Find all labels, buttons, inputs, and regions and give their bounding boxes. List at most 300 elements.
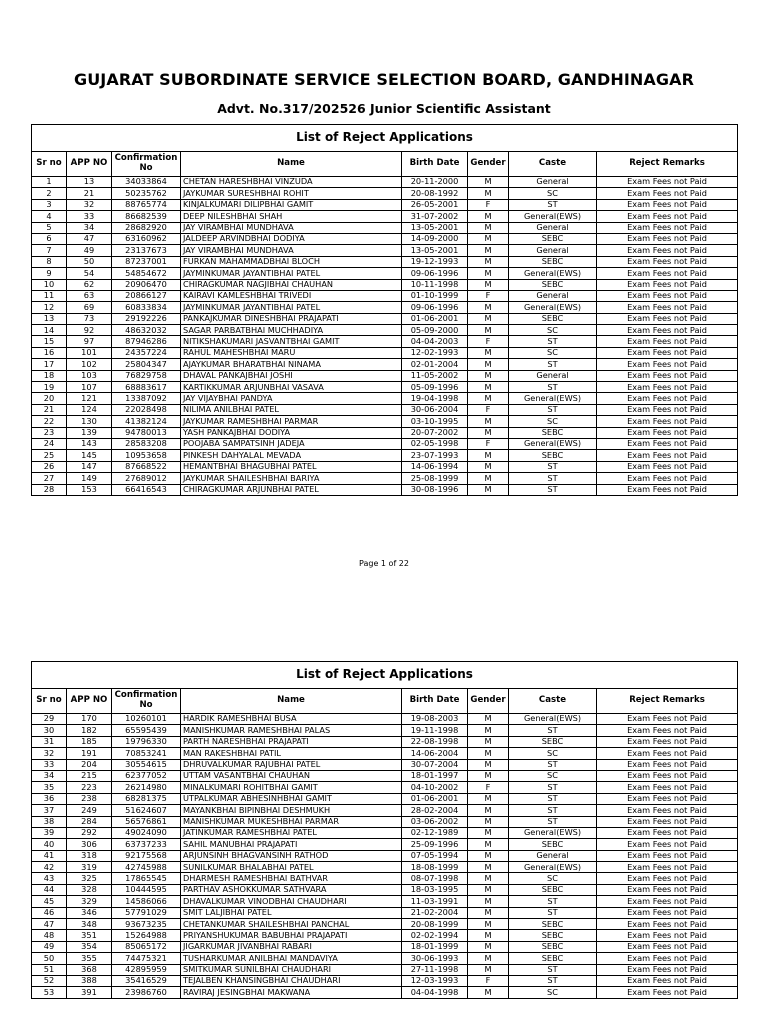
cell-reject-remarks: Exam Fees not Paid <box>597 930 738 941</box>
cell-app-no: 69 <box>67 302 112 313</box>
cell-birth-date: 19-11-1998 <box>402 725 468 736</box>
cell-gender: M <box>468 370 509 381</box>
table-row <box>32 290 738 301</box>
cell-caste: SEBC <box>509 233 597 244</box>
cell-app-no: 318 <box>67 850 112 861</box>
table-row <box>32 816 738 827</box>
cell-name: MINALKUMARI ROHITBHAI GAMIT <box>181 782 402 793</box>
table-row <box>32 484 738 495</box>
table-row <box>32 336 738 347</box>
cell-app-no: 249 <box>67 805 112 816</box>
table-row <box>32 268 738 279</box>
cell-caste: ST <box>509 964 597 975</box>
cell-gender: M <box>468 256 509 267</box>
table-row <box>32 211 738 222</box>
cell-confirmation-no: 50235762 <box>112 188 181 199</box>
cell-confirmation-no: 28682920 <box>112 222 181 233</box>
table-row <box>32 930 738 941</box>
cell-sr-no: 44 <box>32 884 67 895</box>
table-body <box>32 714 738 999</box>
table-row <box>32 359 738 370</box>
table-row <box>32 256 738 267</box>
cell-caste: ST <box>509 484 597 495</box>
cell-confirmation-no: 49024090 <box>112 827 181 838</box>
cell-birth-date: 30-08-1996 <box>402 484 468 495</box>
cell-reject-remarks: Exam Fees not Paid <box>597 975 738 986</box>
cell-gender: M <box>468 748 509 759</box>
cell-sr-no: 23 <box>32 427 67 438</box>
cell-reject-remarks: Exam Fees not Paid <box>597 370 738 381</box>
cell-name: TUSHARKUMAR ANILBHAI MANDAVIYA <box>181 953 402 964</box>
cell-confirmation-no: 29192226 <box>112 313 181 324</box>
cell-confirmation-no: 23986760 <box>112 987 181 998</box>
cell-birth-date: 01-06-2001 <box>402 793 468 804</box>
table-body <box>32 177 738 496</box>
cell-sr-no: 16 <box>32 347 67 358</box>
cell-gender: M <box>468 907 509 918</box>
table-row <box>32 782 738 793</box>
cell-sr-no: 21 <box>32 404 67 415</box>
cell-confirmation-no: 28583208 <box>112 438 181 449</box>
table-row <box>32 279 738 290</box>
cell-name: JIGARKUMAR JIVANBHAI RABARI <box>181 941 402 952</box>
cell-app-no: 368 <box>67 964 112 975</box>
cell-gender: M <box>468 884 509 895</box>
cell-app-no: 139 <box>67 427 112 438</box>
cell-reject-remarks: Exam Fees not Paid <box>597 188 738 199</box>
cell-gender: M <box>468 279 509 290</box>
cell-gender: M <box>468 450 509 461</box>
cell-gender: M <box>468 896 509 907</box>
cell-reject-remarks: Exam Fees not Paid <box>597 964 738 975</box>
cell-sr-no: 37 <box>32 805 67 816</box>
cell-reject-remarks: Exam Fees not Paid <box>597 941 738 952</box>
cell-birth-date: 01-10-1999 <box>402 290 468 301</box>
cell-app-no: 34 <box>67 222 112 233</box>
cell-app-no: 223 <box>67 782 112 793</box>
cell-name: HARDIK RAMESHBHAI BUSA <box>181 714 402 725</box>
cell-confirmation-no: 66416543 <box>112 484 181 495</box>
cell-caste: ST <box>509 404 597 415</box>
cell-caste: General(EWS) <box>509 211 597 222</box>
cell-app-no: 103 <box>67 370 112 381</box>
cell-sr-no: 36 <box>32 793 67 804</box>
cell-reject-remarks: Exam Fees not Paid <box>597 450 738 461</box>
cell-name: RAVIRAJ JESINGBHAI MAKWANA <box>181 987 402 998</box>
cell-birth-date: 02-02-1994 <box>402 930 468 941</box>
cell-birth-date: 01-06-2001 <box>402 313 468 324</box>
cell-gender: M <box>468 725 509 736</box>
col-header-confirmation-no: Confirmation No <box>112 689 181 714</box>
col-header-app-no: APP NO <box>67 689 112 714</box>
cell-app-no: 325 <box>67 873 112 884</box>
col-header-name: Name <box>181 152 402 177</box>
cell-birth-date: 14-06-2004 <box>402 748 468 759</box>
cell-caste: ST <box>509 382 597 393</box>
cell-app-no: 21 <box>67 188 112 199</box>
table-row <box>32 416 738 427</box>
cell-name: UTPALKUMAR ABHESINHBHAI GAMIT <box>181 793 402 804</box>
cell-sr-no: 27 <box>32 473 67 484</box>
cell-name: JATINKUMAR RAMESHBHAI PATEL <box>181 827 402 838</box>
cell-app-no: 185 <box>67 736 112 747</box>
cell-app-no: 130 <box>67 416 112 427</box>
cell-sr-no: 7 <box>32 245 67 256</box>
cell-reject-remarks: Exam Fees not Paid <box>597 347 738 358</box>
cell-app-no: 292 <box>67 827 112 838</box>
cell-birth-date: 18-03-1995 <box>402 884 468 895</box>
cell-reject-remarks: Exam Fees not Paid <box>597 302 738 313</box>
cell-sr-no: 35 <box>32 782 67 793</box>
cell-caste: ST <box>509 782 597 793</box>
table-caption: List of Reject Applications <box>32 662 738 689</box>
table-row <box>32 759 738 770</box>
cell-app-no: 47 <box>67 233 112 244</box>
cell-name: NILIMA ANILBHAI PATEL <box>181 404 402 415</box>
cell-name: JAY VIRAMBHAI MUNDHAVA <box>181 245 402 256</box>
cell-name: TEJALBEN KHANSINGBHAI CHAUDHARI <box>181 975 402 986</box>
cell-reject-remarks: Exam Fees not Paid <box>597 736 738 747</box>
cell-gender: M <box>468 930 509 941</box>
cell-app-no: 73 <box>67 313 112 324</box>
cell-gender: M <box>468 416 509 427</box>
cell-caste: General <box>509 245 597 256</box>
cell-gender: F <box>468 336 509 347</box>
cell-caste: SEBC <box>509 256 597 267</box>
cell-reject-remarks: Exam Fees not Paid <box>597 484 738 495</box>
cell-caste: SC <box>509 987 597 998</box>
cell-app-no: 54 <box>67 268 112 279</box>
cell-app-no: 182 <box>67 725 112 736</box>
cell-caste: ST <box>509 359 597 370</box>
cell-birth-date: 05-09-2000 <box>402 325 468 336</box>
cell-reject-remarks: Exam Fees not Paid <box>597 759 738 770</box>
cell-app-no: 101 <box>67 347 112 358</box>
cell-app-no: 351 <box>67 930 112 941</box>
cell-sr-no: 18 <box>32 370 67 381</box>
board-title: GUJARAT SUBORDINATE SERVICE SELECTION BOARD, GANDHINAGAR <box>73 70 695 89</box>
cell-gender: M <box>468 211 509 222</box>
cell-sr-no: 4 <box>32 211 67 222</box>
cell-app-no: 348 <box>67 919 112 930</box>
cell-gender: M <box>468 850 509 861</box>
cell-caste: SC <box>509 188 597 199</box>
cell-caste: SEBC <box>509 450 597 461</box>
table-row <box>32 233 738 244</box>
cell-confirmation-no: 56576861 <box>112 816 181 827</box>
cell-caste: SEBC <box>509 427 597 438</box>
cell-name: KARTIKKUMAR ARJUNBHAI VASAVA <box>181 382 402 393</box>
table-caption: List of Reject Applications <box>32 125 738 152</box>
cell-sr-no: 22 <box>32 416 67 427</box>
cell-sr-no: 14 <box>32 325 67 336</box>
cell-sr-no: 42 <box>32 862 67 873</box>
cell-confirmation-no: 60833834 <box>112 302 181 313</box>
cell-name: JAYKUMAR RAMESHBHAI PARMAR <box>181 416 402 427</box>
cell-sr-no: 33 <box>32 759 67 770</box>
cell-birth-date: 18-01-1997 <box>402 770 468 781</box>
cell-app-no: 49 <box>67 245 112 256</box>
table-row <box>32 793 738 804</box>
col-header-birth-date: Birth Date <box>402 152 468 177</box>
cell-gender: F <box>468 404 509 415</box>
cell-reject-remarks: Exam Fees not Paid <box>597 884 738 895</box>
cell-confirmation-no: 20866127 <box>112 290 181 301</box>
cell-gender: M <box>468 302 509 313</box>
cell-sr-no: 45 <box>32 896 67 907</box>
reject-table-page-1 <box>31 124 737 496</box>
cell-caste: General(EWS) <box>509 827 597 838</box>
cell-caste: General(EWS) <box>509 714 597 725</box>
cell-name: PANKAJKUMAR DINESHBHAI PRAJAPATI <box>181 313 402 324</box>
cell-confirmation-no: 22028498 <box>112 404 181 415</box>
cell-caste: SEBC <box>509 839 597 850</box>
table-row <box>32 748 738 759</box>
cell-confirmation-no: 70853241 <box>112 748 181 759</box>
cell-birth-date: 02-05-1998 <box>402 438 468 449</box>
cell-gender: M <box>468 473 509 484</box>
cell-gender: M <box>468 941 509 952</box>
cell-birth-date: 11-03-1991 <box>402 896 468 907</box>
cell-reject-remarks: Exam Fees not Paid <box>597 816 738 827</box>
cell-caste: ST <box>509 907 597 918</box>
col-header-sr-no: Sr no <box>32 689 67 714</box>
cell-reject-remarks: Exam Fees not Paid <box>597 279 738 290</box>
cell-caste: ST <box>509 199 597 210</box>
cell-name: DHAVAL PANKAJBHAI JOSHI <box>181 370 402 381</box>
cell-birth-date: 03-10-1995 <box>402 416 468 427</box>
cell-caste: General(EWS) <box>509 862 597 873</box>
table-row <box>32 941 738 952</box>
table-row <box>32 450 738 461</box>
table-row <box>32 975 738 986</box>
table-row <box>32 907 738 918</box>
cell-confirmation-no: 41382124 <box>112 416 181 427</box>
cell-app-no: 238 <box>67 793 112 804</box>
cell-app-no: 329 <box>67 896 112 907</box>
cell-confirmation-no: 86682539 <box>112 211 181 222</box>
cell-app-no: 346 <box>67 907 112 918</box>
cell-birth-date: 12-02-1993 <box>402 347 468 358</box>
cell-birth-date: 30-06-2004 <box>402 404 468 415</box>
cell-gender: M <box>468 987 509 998</box>
cell-confirmation-no: 10260101 <box>112 714 181 725</box>
cell-app-no: 143 <box>67 438 112 449</box>
cell-birth-date: 27-11-1998 <box>402 964 468 975</box>
cell-app-no: 92 <box>67 325 112 336</box>
cell-app-no: 354 <box>67 941 112 952</box>
cell-reject-remarks: Exam Fees not Paid <box>597 199 738 210</box>
table-row <box>32 370 738 381</box>
table-row <box>32 873 738 884</box>
col-header-confirmation-no: Confirmation No <box>112 152 181 177</box>
cell-name: SMIT LALJIBHAI PATEL <box>181 907 402 918</box>
cell-app-no: 147 <box>67 461 112 472</box>
cell-confirmation-no: 51624607 <box>112 805 181 816</box>
cell-name: ARJUNSINH BHAGVANSINH RATHOD <box>181 850 402 861</box>
cell-birth-date: 31-07-2002 <box>402 211 468 222</box>
cell-app-no: 33 <box>67 211 112 222</box>
cell-name: JAYMINKUMAR JAYANTIBHAI PATEL <box>181 268 402 279</box>
cell-reject-remarks: Exam Fees not Paid <box>597 748 738 759</box>
cell-confirmation-no: 62377052 <box>112 770 181 781</box>
cell-name: KINJALKUMARI DILIPBHAI GAMIT <box>181 199 402 210</box>
table-row <box>32 427 738 438</box>
cell-reject-remarks: Exam Fees not Paid <box>597 268 738 279</box>
cell-confirmation-no: 63160962 <box>112 233 181 244</box>
table-row <box>32 325 738 336</box>
cell-caste: SEBC <box>509 919 597 930</box>
col-header-caste: Caste <box>509 152 597 177</box>
cell-sr-no: 9 <box>32 268 67 279</box>
cell-caste: SEBC <box>509 930 597 941</box>
cell-name: CHETAN HARESHBHAI VINZUDA <box>181 177 402 188</box>
cell-name: PINKESH DAHYALAL MEVADA <box>181 450 402 461</box>
cell-reject-remarks: Exam Fees not Paid <box>597 862 738 873</box>
cell-app-no: 32 <box>67 199 112 210</box>
cell-birth-date: 26-05-2001 <box>402 199 468 210</box>
cell-sr-no: 28 <box>32 484 67 495</box>
cell-birth-date: 20-08-1992 <box>402 188 468 199</box>
cell-reject-remarks: Exam Fees not Paid <box>597 404 738 415</box>
cell-birth-date: 20-07-2002 <box>402 427 468 438</box>
cell-reject-remarks: Exam Fees not Paid <box>597 336 738 347</box>
cell-name: UTTAM VASANTBHAI CHAUHAN <box>181 770 402 781</box>
cell-sr-no: 17 <box>32 359 67 370</box>
cell-reject-remarks: Exam Fees not Paid <box>597 438 738 449</box>
cell-reject-remarks: Exam Fees not Paid <box>597 873 738 884</box>
cell-caste: SEBC <box>509 884 597 895</box>
col-header-gender: Gender <box>468 152 509 177</box>
cell-app-no: 191 <box>67 748 112 759</box>
cell-app-no: 328 <box>67 884 112 895</box>
cell-app-no: 97 <box>67 336 112 347</box>
cell-caste: General(EWS) <box>509 438 597 449</box>
cell-name: CHETANKUMAR SHAILESHBHAI PANCHAL <box>181 919 402 930</box>
col-header-sr-no: Sr no <box>32 152 67 177</box>
cell-app-no: 13 <box>67 177 112 188</box>
col-header-name: Name <box>181 689 402 714</box>
cell-sr-no: 29 <box>32 714 67 725</box>
cell-confirmation-no: 63737233 <box>112 839 181 850</box>
cell-reject-remarks: Exam Fees not Paid <box>597 896 738 907</box>
cell-gender: M <box>468 953 509 964</box>
cell-app-no: 391 <box>67 987 112 998</box>
cell-gender: M <box>468 805 509 816</box>
cell-confirmation-no: 20906470 <box>112 279 181 290</box>
cell-reject-remarks: Exam Fees not Paid <box>597 313 738 324</box>
cell-sr-no: 20 <box>32 393 67 404</box>
cell-sr-no: 10 <box>32 279 67 290</box>
table-row <box>32 245 738 256</box>
table-row <box>32 404 738 415</box>
cell-reject-remarks: Exam Fees not Paid <box>597 987 738 998</box>
cell-confirmation-no: 93673235 <box>112 919 181 930</box>
cell-gender: M <box>468 427 509 438</box>
table-row <box>32 461 738 472</box>
cell-sr-no: 50 <box>32 953 67 964</box>
cell-name: DEEP NILESHBHAI SHAH <box>181 211 402 222</box>
cell-gender: M <box>468 177 509 188</box>
cell-birth-date: 20-11-2000 <box>402 177 468 188</box>
cell-app-no: 170 <box>67 714 112 725</box>
cell-gender: M <box>468 770 509 781</box>
cell-confirmation-no: 26214980 <box>112 782 181 793</box>
cell-gender: M <box>468 359 509 370</box>
table-row <box>32 850 738 861</box>
cell-reject-remarks: Exam Fees not Paid <box>597 245 738 256</box>
table-row <box>32 473 738 484</box>
cell-sr-no: 1 <box>32 177 67 188</box>
cell-name: SMITKUMAR SUNILBHAI CHAUDHARI <box>181 964 402 975</box>
cell-confirmation-no: 65595439 <box>112 725 181 736</box>
cell-confirmation-no: 48632032 <box>112 325 181 336</box>
cell-caste: ST <box>509 336 597 347</box>
table-row <box>32 222 738 233</box>
cell-sr-no: 25 <box>32 450 67 461</box>
cell-confirmation-no: 42895959 <box>112 964 181 975</box>
cell-sr-no: 15 <box>32 336 67 347</box>
cell-sr-no: 47 <box>32 919 67 930</box>
cell-birth-date: 25-08-1999 <box>402 473 468 484</box>
cell-app-no: 215 <box>67 770 112 781</box>
col-header-reject-remarks: Reject Remarks <box>597 152 738 177</box>
table-row <box>32 896 738 907</box>
table-row <box>32 725 738 736</box>
cell-sr-no: 34 <box>32 770 67 781</box>
cell-birth-date: 14-09-2000 <box>402 233 468 244</box>
cell-caste: SEBC <box>509 736 597 747</box>
cell-app-no: 319 <box>67 862 112 873</box>
cell-caste: ST <box>509 896 597 907</box>
cell-app-no: 355 <box>67 953 112 964</box>
cell-name: SAGAR PARBATBHAI MUCHHADIYA <box>181 325 402 336</box>
cell-birth-date: 19-08-2003 <box>402 714 468 725</box>
cell-gender: M <box>468 839 509 850</box>
cell-confirmation-no: 14586066 <box>112 896 181 907</box>
cell-birth-date: 19-04-1998 <box>402 393 468 404</box>
cell-name: CHIRAGKUMAR ARJUNBHAI PATEL <box>181 484 402 495</box>
cell-confirmation-no: 76829758 <box>112 370 181 381</box>
cell-gender: M <box>468 382 509 393</box>
cell-name: JAY VIRAMBHAI MUNDHAVA <box>181 222 402 233</box>
cell-birth-date: 04-10-2002 <box>402 782 468 793</box>
cell-birth-date: 04-04-1998 <box>402 987 468 998</box>
cell-reject-remarks: Exam Fees not Paid <box>597 782 738 793</box>
cell-birth-date: 14-06-1994 <box>402 461 468 472</box>
cell-name: HEMANTBHAI BHAGUBHAI PATEL <box>181 461 402 472</box>
cell-reject-remarks: Exam Fees not Paid <box>597 256 738 267</box>
table-row <box>32 884 738 895</box>
table-row <box>32 805 738 816</box>
cell-caste: General <box>509 290 597 301</box>
cell-gender: M <box>468 964 509 975</box>
cell-app-no: 149 <box>67 473 112 484</box>
cell-app-no: 153 <box>67 484 112 495</box>
cell-confirmation-no: 17865545 <box>112 873 181 884</box>
cell-gender: F <box>468 438 509 449</box>
cell-gender: M <box>468 313 509 324</box>
col-header-gender: Gender <box>468 689 509 714</box>
col-header-caste: Caste <box>509 689 597 714</box>
cell-sr-no: 46 <box>32 907 67 918</box>
cell-caste: ST <box>509 473 597 484</box>
cell-caste: General(EWS) <box>509 393 597 404</box>
cell-sr-no: 40 <box>32 839 67 850</box>
cell-birth-date: 09-06-1996 <box>402 268 468 279</box>
cell-birth-date: 12-03-1993 <box>402 975 468 986</box>
cell-name: DHAVALKUMAR VINODBHAI CHAUDHARI <box>181 896 402 907</box>
